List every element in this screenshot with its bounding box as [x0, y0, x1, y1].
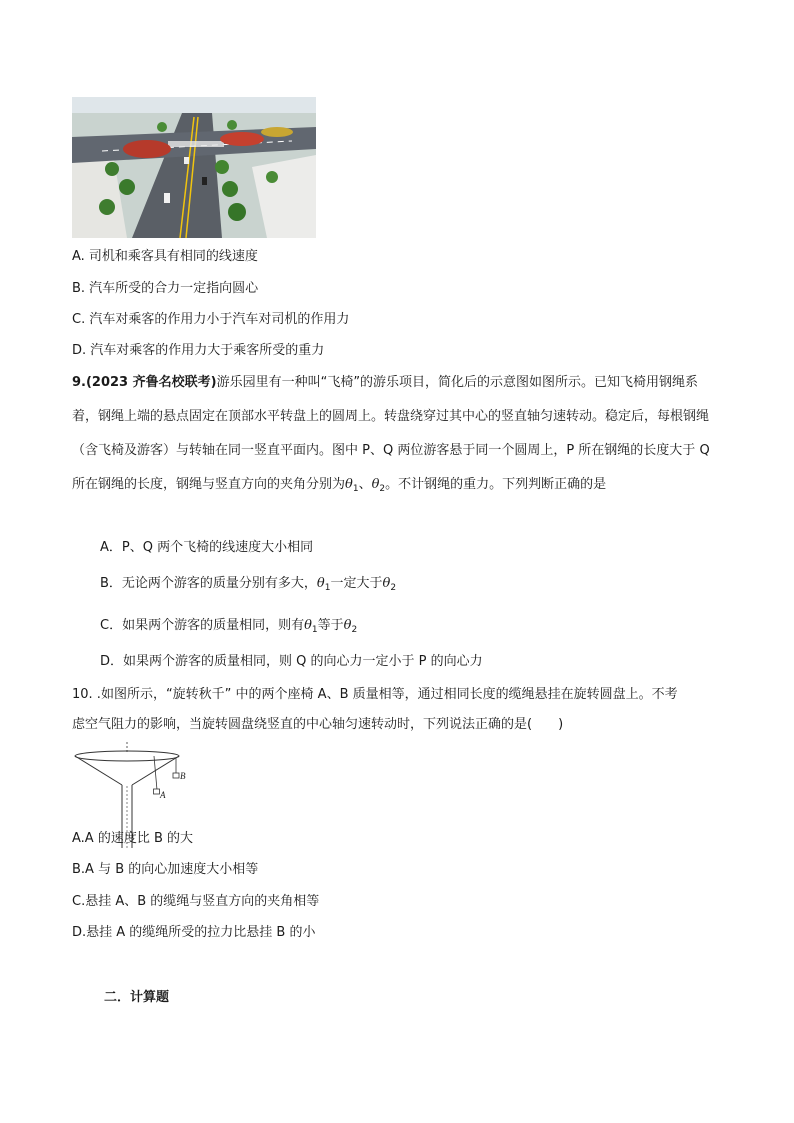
q9-number: 9.: [72, 375, 86, 390]
q10-option-b: B.A 与 B 的向心加速度大小相等: [72, 862, 259, 877]
q10-stem-line1: 10. .如图所示，“旋转秋千” 中的两个座椅 A、B 质量相等，通过相同长度的缆绳悬挂在旋转圆盘上。不考: [72, 687, 678, 702]
q9-option-c-mid: 等于: [317, 618, 344, 633]
q9-separator: 、: [358, 477, 372, 492]
q9-option-c-theta2: θ: [343, 618, 352, 633]
q8-option-d: D. 汽车对乘客的作用力大于乘客所受的重力: [72, 343, 325, 358]
q9-source: (2023 齐鲁名校联考): [85, 375, 217, 390]
q9-option-c: [100, 617, 357, 639]
q9-theta2: θ: [371, 477, 380, 492]
q9-option-a: A．P、Q 两个飞椅的线速度大小相同: [100, 540, 314, 555]
q9-option-b-text: B．无论两个游客的质量分别有多大，: [100, 576, 317, 591]
intersection-photo: [72, 97, 316, 238]
q9-option-c-theta1: θ: [304, 618, 312, 633]
q9-option-d: D．如果两个游客的质量相同，则 Q 的向心力一定小于 P 的向心力: [100, 654, 483, 669]
q9-option-b-theta2-sub: 2: [390, 583, 397, 593]
q9-option-b-theta2: θ: [382, 576, 391, 591]
q9-option-b-theta1-sub: 1: [324, 583, 331, 593]
section-heading: 二．计算题: [104, 990, 170, 1005]
q8-option-c: C. 汽车对乘客的作用力小于汽车对司机的作用力: [72, 312, 350, 327]
q10-option-d: D.悬挂 A 的缆绳所受的拉力比悬挂 B 的小: [72, 925, 316, 940]
q8-option-b: B. 汽车所受的合力一定指向圆心: [72, 281, 259, 296]
q9-theta1-sub: 1: [352, 484, 359, 494]
q9-option-c-text: C．如果两个游客的质量相同，则有: [100, 618, 305, 633]
q10-stem-line2: 虑空气阻力的影响，当旋转圆盘绕竖直的中心轴匀速转动时，下列说法正确的是( ): [72, 717, 564, 732]
q10-option-a: A.A 的速度比 B 的大: [72, 831, 194, 846]
q9-theta2-sub: 2: [379, 484, 386, 494]
q10-option-c: C.悬挂 A、B 的缆绳与竖直方向的夹角相等: [72, 894, 320, 909]
q9-stem-text-2: 。不计钢绳的重力。下列判断正确的是: [385, 477, 607, 492]
q9-option-c-theta2-sub: 2: [351, 625, 358, 635]
q9-option-b: [100, 575, 396, 597]
q8-option-a: A. 司机和乘客具有相同的线速度: [72, 249, 258, 264]
q9-option-b-theta1: θ: [316, 576, 325, 591]
seat-b-label: B: [180, 771, 186, 781]
q9-option-b-mid: 一定大于: [330, 576, 383, 591]
q9-stem-text-1: 游乐园里有一种叫“飞椅”的游乐项目，简化后的示意图如图所示。已知飞椅用钢绳系着，钢绳上端的悬点固定在顶部水平转盘上的圆周上。转盘绕穿过其中心的竖直轴匀速转动。稳定后，每根钢绳（含飞椅及游客）与转轴在同一竖直平面内。图中 P、Q 两位游客悬于同一个圆周上，P 所在钢绳的长度大于 Q 所在钢绳的长度，钢绳与竖直方向的夹角分别为: [72, 375, 710, 492]
q9-theta1: θ: [345, 477, 353, 492]
seat-a-label: A: [160, 790, 166, 800]
q9-option-c-theta1-sub: 1: [311, 625, 318, 635]
q9-stem: [72, 366, 724, 506]
